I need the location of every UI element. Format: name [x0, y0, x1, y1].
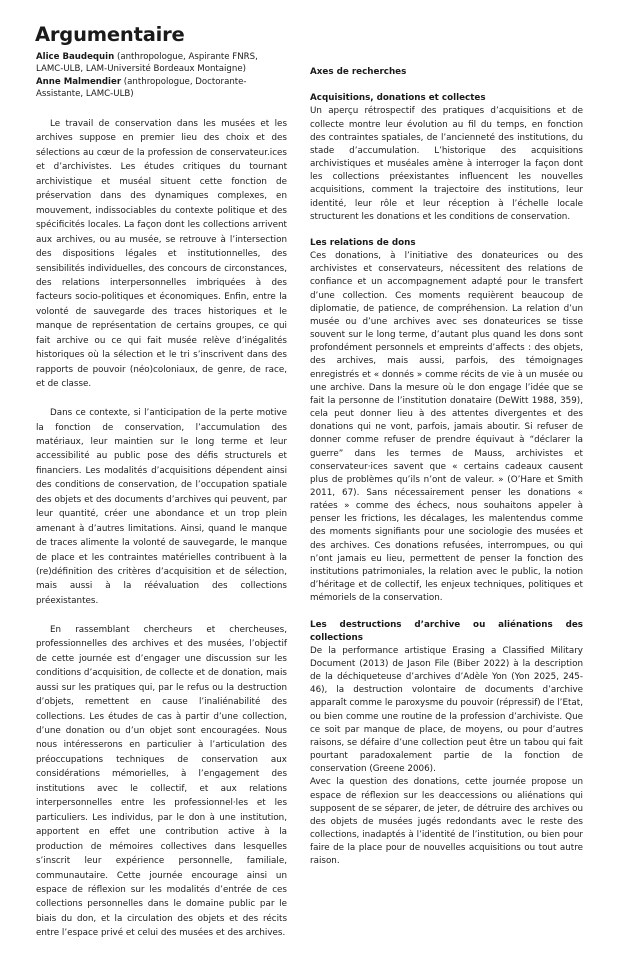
left-column — [36, 117, 287, 955]
subsection-title: Les destructions d’archive ou aliénations des collections — [310, 619, 583, 643]
body-paragraph: Dans ce contexte, si l’anticipation de la perte motive la fonction de conservation, l’accumulation des matériaux, leur maintien sur le long terme et leur accessibilité au public pose des défis structurels et financiers. Les modalités d’acquisitions dépendent ainsi des conditions de conservation, de l’occupation spatiale des objets et des documents d’archives qui peuvent, par leur quantité, créer une abondance et un trop plein amenant à d’autres limitations. Ainsi, quand le manque de traces alimente la volonté de sauvegarde, le manque de place et les contraintes matérielles contribuent à la (re)définition des critères d’acquisition et de sélection, mais aussi à la réévaluation des collections préexistantes. — [36, 408, 287, 606]
body-paragraph: Un aperçu rétrospectif des pratiques d’acquisitions et de collecte montre leur évolution au fil du temps, en fonction des contraintes spatiales, de l’ancienneté des institutions, du stade d’accumulation. L’historique des acquisitions archivistiques et muséales amène à interroger la façon dont les collections préexistantes influencent les nouvelles acquisitions, comment la trajectoire des institutions, leur identité, leur rôle et leur réception à l’échelle locale structurent les donations et les conditions de conservation. — [310, 106, 583, 222]
author-name: Anne Malmendier — [36, 76, 122, 87]
body-paragraph: Avec la question des donations, cette journée propose un espace de réflexion sur les deaccessions ou aliénations qui supposent de se séparer, de jeter, de détruire des archives ou des objets de musées jugés redondants avec le reste des collections, inadaptés à l’identité de l’institution, ou bien pour faire de la place pour de nouvelles acquisitions ou tout autre raison. — [310, 777, 583, 867]
author-list — [36, 51, 286, 101]
author-name: Alice Baudequin — [36, 52, 115, 62]
spacer — [310, 79, 583, 92]
section-heading-axes: Axes de recherches — [310, 67, 407, 77]
body-paragraph: De la performance artistique Erasing a Classified Military Document (2013) de Jason File (Biber 2022) à la description de la déchiqueteuse d’archives d’Adèle Yon (Yon 2025, 245-46), la destruction volontaire de documents d’archive apparaît comme le paroxysme du pouvoir (répressif) de l’Etat, ou bien comme une routine de la profession d’archiviste. Que ce soit par manque de place, de moyens, ou pour d’autres raisons, se défaire d’une collection peut être un tabou qui fait pourtant paradoxalement partie de la fonction de conservation (Greene 2006). — [310, 645, 583, 775]
spacer — [310, 605, 583, 618]
body-paragraph: Ces donations, à l’initiative des donateurices ou des archivistes et conservateurs, nécessitent des relations de confiance et un accompagnement adapté pour le transfert d’une collection. Ces moments requièrent beaucoup de diplomatie, de patience, de compréhension. La relation d’un musée ou d’une archives avec ses donateurices se tisse souvent sur le long terme, d’autant plus quand les dons sont profondément personnels et empreints d’affects : des objets, des archives, mais aussi, parfois, des témoignages enregistrés et « donnés » comme récits de vie à un musée ou une archive. Dans la mesure où le don engage l’idée que se fait la personne de l’institution donataire (DeWitt 1988, 359), cela peut donner lieu à des attentes divergentes et des donations qui ne vont, parfois, jamais aboutir. Si refuser de donner comme refuser de prendre équivaut à “déclarer la guerre” dans les termes de Mauss, archivistes et conservateur·ices savent que « certains cadeaux causent plus de problèmes qu’ils n’ont de valeur. » (O’Hare et Smith 2011, 67). Sans nécessairement penser les donations « ratées » comme des échecs, nous souhaitons appeler à penser les frictions, les décalages, les malentendus comme des moments signifiants pour une sociologie des musées et des archives. Ces donations refusées, interrompues, ou qui n’ont jamais eu lieu, permettent de penser la fonction des institutions patrimoniales, la relation avec le public, la notion d’héritage et de collectif, les enjeux techniques, politiques et mémoriels de la conservation. — [310, 251, 583, 604]
author-entry — [36, 76, 286, 101]
body-paragraph: En rassemblant chercheurs et chercheuses, professionnelles des archives et des musées, l’objectif de cette journée est d’engager une discussion sur les conditions d’acquisition, de collecte et de donation, mais aussi sur les pratiques qui, par le refus ou la destruction d’objets, remettent en cause l’inaliénabilité des collections. Les études de cas à partir d’une collection, d’une donation ou d’un objet sont encouragées. Nous nous intéresserons en particulier à l’articulation des préoccupations techniques de conservation aux considérations mémorielles, à l’engagement des institutions avec le collectif, et aux relations interpersonnelles entre les professionnel·les et les particuliers. Les individus, par le don à une institution, apportent en effet une contribution active à la production de mémoires collectives dans lesquelles s’inscrit leur expérience personnelle, familiale, communautaire. Cette journée encourage ainsi un espace de réflexion sur les modalités d’entrée de ces collections personnelles dans le domaine public par le biais du don, et la circulation des objets et des récits entre l’espace privé et celui des musées et des archives. — [36, 624, 287, 939]
author-affiliation: (anthropologue, Doctorante-Assistante, LAMC-ULB) — [36, 76, 247, 100]
right-column — [310, 66, 583, 868]
body-paragraph: Le travail de conservation dans les musées et les archives suppose en premier lieu des choix et des sélections au cœur de la profession de conservateur.ices et d’archivistes. Les études critiques du tournant archivistique et muséal situent cette fonction de préservation dans des dynamiques complexes, en mouvement, indissociables du contexte politique et des spécificités locales. La façon dont les collections arrivent aux archives, ou au musée, se retrouve à l’intersection des dispositions légales et institutionnelles, des sensibilités individuelles, des concours de circonstances, des relations interpersonnelles imbriquées à des facteurs socio-politiques et économiques. Enfin, entre la volonté de sauvegarde des traces historiques et le manque de représentation de certains groupes, ce qui fait archive ou ce qui fait musée relève d’inégalités historiques où la sélection et le tri s’inscrivent dans des rapports de pouvoir (néo)coloniaux, de genre, de race, et de classe. — [36, 119, 287, 390]
subsection-title: Les relations de dons — [310, 238, 416, 248]
author-entry — [36, 51, 286, 76]
page-title: Argumentaire — [35, 23, 185, 46]
author-affiliation: (anthropologue, Aspirante FNRS, LAMC-ULB, LAM-Université Bordeaux Montaigne) — [36, 52, 258, 75]
spacer — [310, 224, 583, 237]
subsection-title: Acquisitions, donations et collectes — [310, 93, 486, 104]
